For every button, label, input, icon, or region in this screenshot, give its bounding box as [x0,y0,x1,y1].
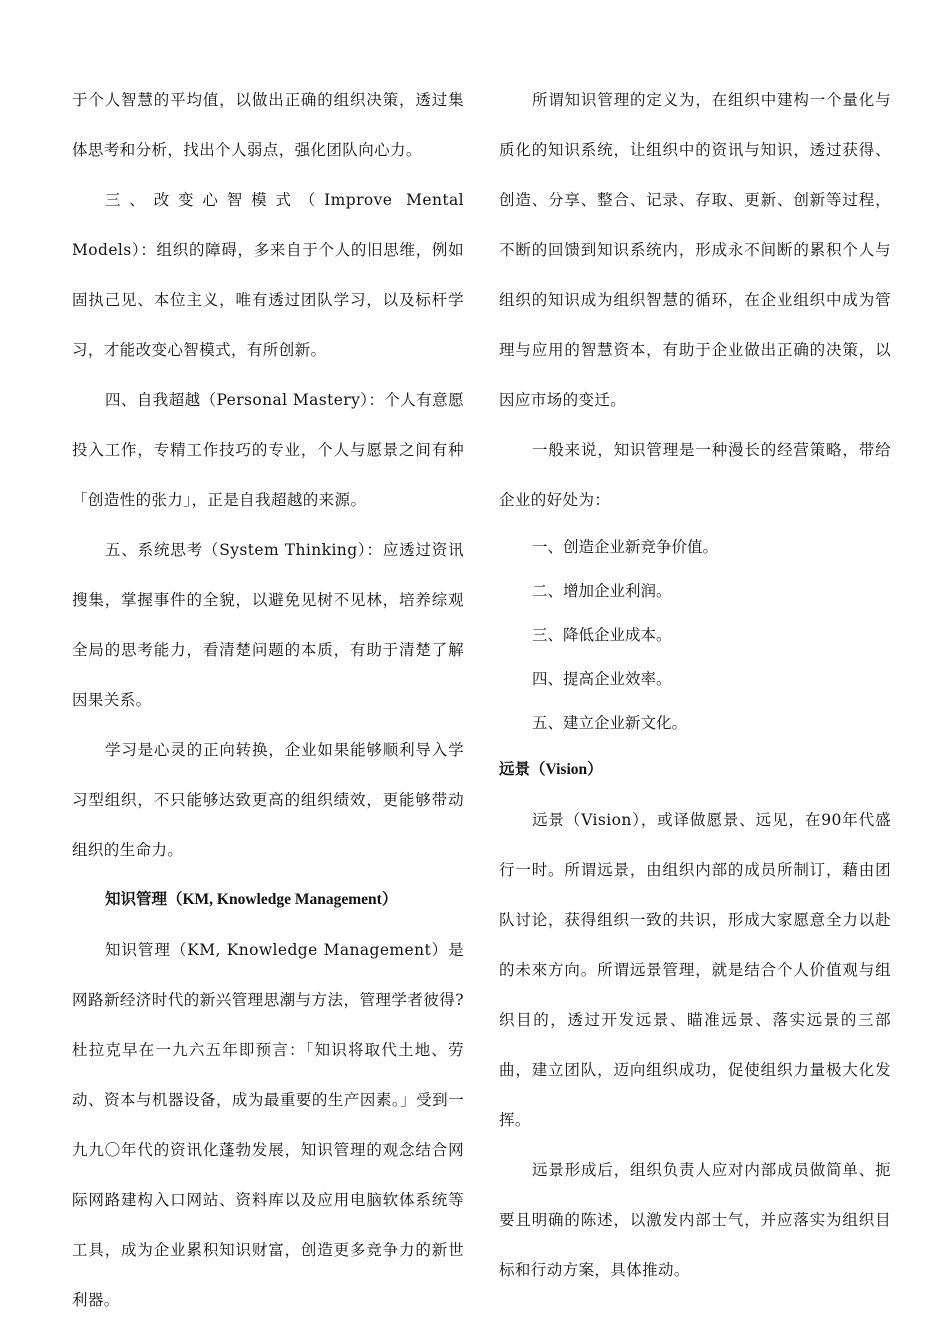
paragraph-km-intro: 知识管理（KM, Knowledge Management）是网路新经济时代的新兴管理思潮与方法，管理学者彼得?杜拉克早在一九六五年即预言：「知识将取代土地、劳动、资本与机器设备，成为最重要的生产因素。」受到一九九〇年代的资讯化蓬勃发展，知识管理的观念结合网际网路建构入口网站、资料库以及应用电脑软体系统等工具，成为企业累积知识财富，创造更多竞争力的新世利器。 [72,941,464,1309]
list-item: 四、提高企业效率。 [532,670,672,688]
paragraph-vision-followup: 远景形成后，组织负责人应对内部成员做简单、扼要且明确的陈述，以激发内部士气，并应落实为组织目标和行动方案，具体推动。 [499,1161,891,1279]
right-column [499,75,891,1295]
section-heading-km: 知识管理（KM, Knowledge Management） [105,891,398,908]
paragraph-vision: 远景（Vision），或译做愿景、远见，在90年代盛行一时。所谓远景，由组织内部的成员所制订，藉由团队讨论，获得组织一致的共识，形成大家愿意全力以赴的未來方向。所谓远景管理，就是结合个人价值观与组织目的，透过开发远景、瞄准远景、落实远景的三部曲，建立团队，迈向组织成功，促使组织力量极大化发挥。 [499,811,891,1129]
paragraph-km-benefits-intro: 一般来说，知识管理是一种漫长的经营策略，带给企业的好处为： [499,441,891,509]
paragraph-personal-mastery: 四、自我超越（Personal Mastery）：个人有意愿投入工作，专精工作技巧的专业，个人与愿景之间有种「创造性的张力」，正是自我超越的来源。 [72,391,464,509]
benefits-list [499,525,891,745]
paragraph-system-thinking: 五、系统思考（System Thinking）：应透过资讯搜集，掌握事件的全貌，以避免见树不见林，培养综观全局的思考能力，看清楚问题的本质，有助于清楚了解因果关系。 [72,541,464,709]
list-item: 二、增加企业利润。 [532,582,672,600]
paragraph-learning: 学习是心灵的正向转换，企业如果能够顺利导入学习型组织，不只能够达致更高的组织绩效，更能够带动组织的生命力。 [72,741,464,859]
list-item: 三、降低企业成本。 [532,626,672,644]
section-heading-vision: 远景（Vision） [499,761,603,778]
paragraph-mental-models: 三、改变心智模式（Improve Mental Models）：组织的障碍，多来自于个人的旧思维，例如固执己见、本位主义，唯有透过团队学习，以及标杆学习，才能改变心智模式，有所创新。 [72,191,464,359]
list-item: 五、建立企业新文化。 [532,714,688,732]
paragraph: 于个人智慧的平均值，以做出正确的组织决策，透过集体思考和分析，找出个人弱点，强化团队向心力。 [72,91,464,159]
paragraph-km-definition: 所谓知识管理的定义为，在组织中建构一个量化与质化的知识系统，让组织中的资讯与知识，透过获得、创造、分享、整合、记录、存取、更新、创新等过程，不断的回馈到知识系统内，形成永不间断的累积个人与组织的知识成为组织智慧的循环，在企业组织中成为管理与应用的智慧资本，有助于企业做出正确的决策，以因应市场的变迁。 [499,91,891,409]
left-column [72,75,464,1325]
list-item: 一、创造企业新竞争价值。 [532,538,719,556]
